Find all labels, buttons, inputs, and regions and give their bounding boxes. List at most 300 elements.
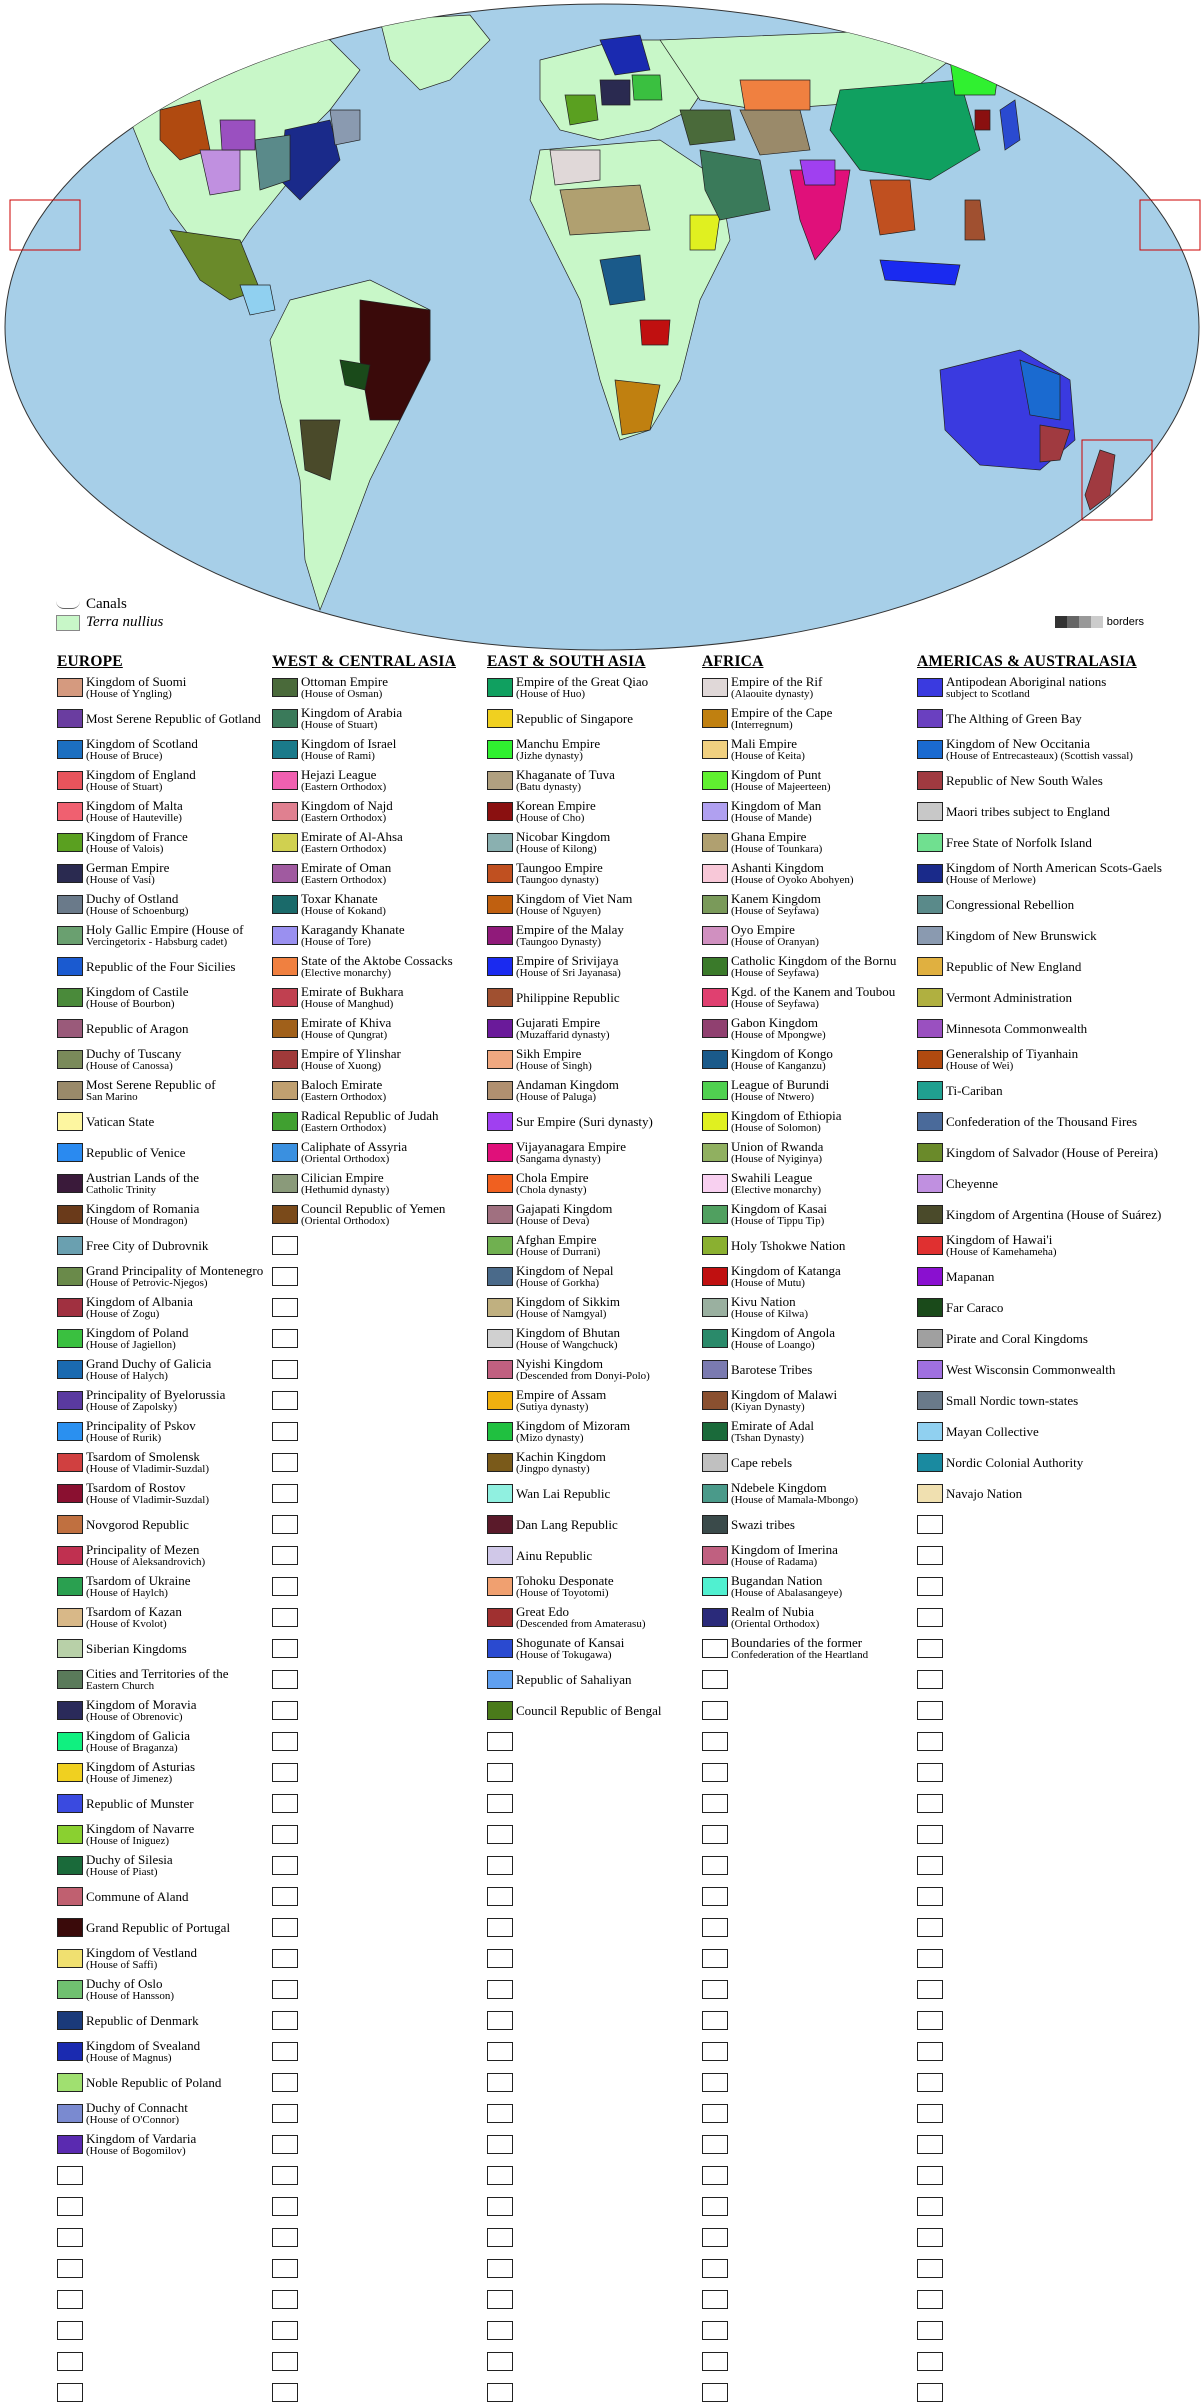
legend-entry-subtitle: (Kiyan Dynasty)	[731, 1400, 805, 1413]
legend-swatch	[702, 1918, 728, 1937]
legend-entry-name: Kingdom of Viet Nam	[516, 890, 633, 906]
legend-empty-slot	[57, 2222, 271, 2253]
legend-swatch	[487, 2135, 513, 2154]
legend-entry-text	[731, 1239, 845, 1253]
legend-entry	[702, 827, 916, 858]
legend-entry-name: Chola Empire	[516, 1169, 589, 1185]
legend-swatch	[702, 2259, 728, 2278]
legend-entry	[57, 2129, 271, 2160]
legend-swatch	[487, 1608, 513, 1627]
legend-swatch	[702, 2104, 728, 2123]
region-sur	[800, 160, 835, 185]
legend-swatch	[702, 1701, 728, 1720]
legend-entry-name: Kingdom of Katanga	[731, 1262, 841, 1278]
legend-swatch	[702, 1484, 728, 1503]
legend-entry-subtitle: (House of Gorkha)	[516, 1276, 600, 1289]
legend-swatch	[57, 2135, 83, 2154]
legend-entry	[57, 1974, 271, 2005]
legend-swatch	[487, 988, 513, 1007]
legend-entry-subtitle: (Eastern Orthodox)	[301, 873, 387, 886]
legend-entry	[702, 1323, 916, 1354]
legend-empty-slot	[917, 1540, 1131, 1571]
legend-swatch	[702, 802, 728, 821]
legend-entry-text	[731, 1295, 808, 1320]
legend-empty-slot	[702, 2253, 916, 2284]
legend-empty-slot	[272, 1695, 486, 1726]
legend-entry	[57, 1912, 271, 1943]
legend-entry-subtitle: (House of Namgyal)	[516, 1307, 607, 1320]
legend-entry	[57, 1416, 271, 1447]
legend-entry-text	[86, 1419, 196, 1444]
legend-empty-slot	[917, 1974, 1131, 2005]
legend-entry	[57, 889, 271, 920]
legend-entry-name: Emirate of Al-Ahsa	[301, 828, 403, 844]
legend-swatch	[917, 988, 943, 1007]
legend-swatch	[57, 2383, 83, 2402]
legend-entry-name: Kingdom of Kasai	[731, 1200, 828, 1216]
legend-swatch	[57, 1856, 83, 1875]
legend-entry-text	[86, 1202, 199, 1227]
legend-entry-text	[946, 1208, 1161, 1222]
legend-entry-text	[516, 1047, 592, 1072]
legend-entry-text	[86, 1171, 199, 1196]
legend-entry-text	[516, 1171, 589, 1196]
legend-swatch	[487, 740, 513, 759]
legend-swatch	[272, 1763, 298, 1782]
legend-entry	[57, 1044, 271, 1075]
legend-swatch	[57, 1887, 83, 1906]
legend-entry-name: Khaganate of Tuva	[516, 766, 615, 782]
legend-entry-text	[301, 985, 404, 1010]
legend-entry-subtitle: (House of Zogu)	[86, 1307, 160, 1320]
legend-entry-text	[731, 1326, 835, 1351]
legend-swatch	[702, 771, 728, 790]
legend-empty-slot	[272, 1974, 486, 2005]
legend-empty-slot	[917, 2098, 1131, 2129]
legend-swatch	[57, 1112, 83, 1131]
legend-entry	[917, 672, 1131, 703]
legend-entry	[917, 1385, 1131, 1416]
legend-entry-subtitle: (House of Magnus)	[86, 2051, 172, 2064]
legend-entry	[487, 858, 701, 889]
legend-swatch	[272, 2011, 298, 2030]
legend-swatch	[272, 709, 298, 728]
legend-entry-text	[731, 1481, 858, 1506]
legend-swatch	[487, 833, 513, 852]
legend-entry-subtitle: (House of Vladimir-Suzdal)	[86, 1462, 209, 1475]
legend-entry-name: Tsardom of Ukraine	[86, 1572, 191, 1588]
legend-entry-name: Duchy of Connacht	[86, 2099, 188, 2115]
legend-entry-name: Republic of Denmark	[86, 2012, 199, 2028]
legend-entry-subtitle: (Eastern Orthodox)	[301, 1121, 387, 1134]
legend-entry-subtitle: (Sutiya dynasty)	[516, 1400, 589, 1413]
legend-entry-subtitle: (Interregnum)	[731, 718, 793, 731]
legend-swatch	[702, 2135, 728, 2154]
legend-empty-slot	[702, 2222, 916, 2253]
legend-entry-name: Republic of New England	[946, 958, 1082, 974]
legend-entry-name: Kingdom of Moravia	[86, 1696, 197, 1712]
legend-empty-slot	[272, 2036, 486, 2067]
legend-entry	[487, 796, 701, 827]
legend-swatch	[272, 1577, 298, 1596]
legend-entry-subtitle: (House of Zapolsky)	[86, 1400, 178, 1413]
legend-swatch	[487, 678, 513, 697]
legend-entry-subtitle: (House of Iniguez)	[86, 1834, 170, 1847]
legend-empty-slot	[702, 1974, 916, 2005]
legend-entry-subtitle: (House of Braganza)	[86, 1741, 178, 1754]
legend-entry	[702, 1106, 916, 1137]
legend-swatch	[57, 833, 83, 852]
legend-entry-text	[516, 737, 600, 762]
world-map-graphic	[0, 0, 1204, 655]
legend-entry-name: Kingdom of Ethiopia	[731, 1107, 842, 1123]
legend-swatch	[487, 1236, 513, 1255]
legend-entry	[487, 1075, 701, 1106]
legend-entry-subtitle: (House of Nguyen)	[516, 904, 601, 917]
legend-swatch	[272, 1856, 298, 1875]
region-katanga	[640, 320, 670, 345]
legend-entry-text	[731, 1140, 823, 1165]
legend-entry	[57, 1664, 271, 1695]
legend-entry-text	[731, 799, 821, 824]
legend-swatch	[57, 926, 83, 945]
legend-entry-name: Great Edo	[516, 1603, 570, 1619]
legend-entry-name: Duchy of Ostland	[86, 890, 179, 906]
legend-entry	[487, 1540, 701, 1571]
legend-swatch	[702, 1577, 728, 1596]
legend-entry-subtitle: (House of Solomon)	[731, 1121, 821, 1134]
legend-swatch	[702, 1453, 728, 1472]
legend-entry-text	[946, 712, 1082, 726]
legend-entry	[272, 796, 486, 827]
legend-empty-slot	[272, 1850, 486, 1881]
legend-entry-name: Oyo Empire	[731, 921, 795, 937]
legend-entry	[272, 951, 486, 982]
legend-entry	[702, 982, 916, 1013]
legend-empty-slot	[272, 1726, 486, 1757]
legend-entry-name: Most Serene Republic of Gotland	[86, 710, 261, 726]
legend-entry-text	[731, 675, 822, 700]
legend-swatch	[57, 1236, 83, 1255]
legend-swatch	[917, 1422, 943, 1441]
legend-entry	[702, 734, 916, 765]
legend-entry-name: The Althing of Green Bay	[946, 710, 1082, 726]
legend-entry-subtitle: (Jingpo dynasty)	[516, 1462, 590, 1475]
legend-swatch	[57, 1732, 83, 1751]
legend-entry	[917, 734, 1131, 765]
legend-swatch	[917, 2383, 943, 2402]
legend-entry-name: Kingdom of Malawi	[731, 1386, 838, 1402]
region-german	[600, 80, 630, 105]
legend-swatch	[272, 2042, 298, 2061]
legend-entry	[917, 1013, 1131, 1044]
legend-empty-slot	[702, 2005, 916, 2036]
legend-entry-text	[946, 1115, 1137, 1129]
legend-swatch	[57, 2011, 83, 2030]
legend-swatch	[272, 1918, 298, 1937]
legend-empty-slot	[702, 2315, 916, 2346]
region-minnesota	[220, 120, 255, 150]
legend-entry-text	[301, 737, 396, 762]
legend-empty-slot	[57, 2191, 271, 2222]
legend-entry-subtitle: (House of Huo)	[516, 687, 586, 700]
legend-entry-subtitle: (House of Durrani)	[516, 1245, 601, 1258]
legend-empty-slot	[272, 1788, 486, 1819]
legend-swatch	[57, 1329, 83, 1348]
legend-entry-text	[301, 923, 405, 948]
legend-swatch	[272, 1050, 298, 1069]
legend-swatch	[702, 2166, 728, 2185]
legend-empty-slot	[487, 2005, 701, 2036]
legend-entry-text	[301, 1140, 407, 1165]
legend-swatch	[57, 709, 83, 728]
legend-entry-subtitle: (Oriental Orthodox)	[301, 1152, 390, 1165]
legend-entry-text	[86, 1326, 189, 1351]
legend-swatch	[702, 1081, 728, 1100]
legend-swatch	[272, 1670, 298, 1689]
legend-entry-subtitle: (House of Haylch)	[86, 1586, 168, 1599]
legend-entry	[57, 1168, 271, 1199]
legend-entry-name: Gujarati Empire	[516, 1014, 601, 1030]
legend-empty-slot	[487, 2284, 701, 2315]
legend-entry-subtitle: (House of Tokugawa)	[516, 1648, 612, 1661]
legend-entry-name: Kingdom of Punt	[731, 766, 822, 782]
legend-entry-name: Ainu Republic	[516, 1547, 593, 1563]
legend-swatch	[917, 1391, 943, 1410]
legend-entry-name: Kingdom of Salvador (House of Pereira)	[946, 1144, 1158, 1160]
legend-empty-slot	[917, 1695, 1131, 1726]
legend-entry-text	[86, 1022, 189, 1036]
legend-entry-name: Kingdom of Israel	[301, 735, 397, 751]
legend-swatch	[272, 2352, 298, 2371]
legend-swatch	[702, 678, 728, 697]
legend-entry	[917, 1137, 1158, 1168]
legend-entry-subtitle: (Oriental Orthodox)	[731, 1617, 820, 1630]
legend-entry-text	[86, 1115, 154, 1129]
legend-entry	[57, 1540, 271, 1571]
legend-entry	[487, 1633, 701, 1664]
legend-entry-subtitle: (Muzaffarid dynasty)	[516, 1028, 610, 1041]
legend-empty-slot	[917, 2129, 1131, 2160]
legend-entry-name: Kingdom of Vestland	[86, 1944, 197, 1960]
legend-entry	[487, 1354, 701, 1385]
legend-entry-text	[301, 861, 391, 886]
legend-entry	[917, 1106, 1138, 1137]
legend-entry-subtitle: (House of Halych)	[86, 1369, 168, 1382]
legend-entry-subtitle: (House of Ntwero)	[731, 1090, 815, 1103]
legend-empty-slot	[917, 2191, 1131, 2222]
legend-entry-name: Union of Rwanda	[731, 1138, 824, 1154]
legend-swatch	[57, 1763, 83, 1782]
legend-entry-text	[86, 1388, 225, 1413]
legend-empty-slot	[272, 2160, 486, 2191]
legend-swatch	[487, 1484, 513, 1503]
legend-entry-name: Emirate of Oman	[301, 859, 392, 875]
legend-entry-text	[516, 1078, 619, 1103]
legend-entry-name: Ndebele Kingdom	[731, 1479, 827, 1495]
legend-entry-text	[516, 1518, 618, 1532]
legend-swatch	[702, 709, 728, 728]
legend-entry	[57, 1509, 271, 1540]
legend-entry-text	[86, 1729, 190, 1754]
legend-entry-subtitle: (House of Schoenburg)	[86, 904, 189, 917]
legend-swatch	[917, 740, 943, 759]
legend-swatch	[917, 1701, 943, 1720]
legend-entry-name: Ottoman Empire	[301, 673, 389, 689]
legend-entry-text	[86, 1698, 196, 1723]
legend-swatch	[917, 2011, 943, 2030]
legend-entry-text	[86, 1890, 189, 1904]
legend-entry-subtitle: (House of Kokand)	[301, 904, 386, 917]
legend-entry-subtitle: (Chola dynasty)	[516, 1183, 587, 1196]
legend-empty-slot	[917, 1850, 1131, 1881]
legend-entry-text	[946, 1487, 1022, 1501]
legend-swatch	[487, 1081, 513, 1100]
legend-entry-name: Empire of Srivijaya	[516, 952, 619, 968]
legend-entry-name: Dan Lang Republic	[516, 1516, 618, 1532]
legend-entry	[57, 1199, 271, 1230]
legend-swatch	[57, 1794, 83, 1813]
legend-empty-slot	[272, 1757, 486, 1788]
legend-empty-slot	[272, 2284, 486, 2315]
legend-entry-name: Kingdom of Svealand	[86, 2037, 201, 2053]
legend-entry-name: Empire of the Malay	[516, 921, 624, 937]
legend-entry-subtitle: (Oriental Orthodox)	[301, 1214, 390, 1227]
legend-column-title: AMERICAS & AUSTRALASIA	[917, 653, 1137, 670]
legend-entry	[487, 920, 701, 951]
legend-entry-subtitle: (House of Toyotomi)	[516, 1586, 609, 1599]
legend-entry-text	[86, 799, 183, 824]
legend-swatch	[57, 1453, 83, 1472]
legend-swatch	[272, 2290, 298, 2309]
legend-empty-slot	[917, 1881, 1131, 1912]
legend-swatch	[57, 2228, 83, 2247]
legend-entry-name: Cape rebels	[731, 1454, 793, 1470]
legend-entry	[57, 858, 271, 889]
legend-entry-name: Kingdom of Man	[731, 797, 822, 813]
legend-swatch	[487, 1329, 513, 1348]
legend-empty-slot	[702, 1819, 916, 1850]
legend-empty-slot	[917, 1819, 1131, 1850]
legend-entry	[272, 827, 486, 858]
legend-entry-name: Republic of Sahaliyan	[516, 1671, 632, 1687]
legend-entry	[57, 1602, 271, 1633]
legend-entry-text	[731, 861, 854, 886]
legend-swatch	[57, 1081, 83, 1100]
legend-entry-text	[301, 1078, 386, 1103]
legend-entry-name: Nordic Colonial Authority	[946, 1454, 1084, 1470]
legend-entry-name: Principality of Mezen	[86, 1541, 200, 1557]
legend-empty-slot	[702, 1943, 916, 1974]
legend-entry-name: Tsardom of Rostov	[86, 1479, 186, 1495]
legend-entry-subtitle: (House of Petrovic-Njegos)	[86, 1276, 208, 1289]
legend-entry	[917, 1075, 1131, 1106]
legend-swatch	[272, 1732, 298, 1751]
legend-entry-text	[516, 923, 624, 948]
legend-entry	[57, 1323, 271, 1354]
legend-swatch	[57, 1639, 83, 1658]
legend-entry-name: Afghan Empire	[516, 1231, 597, 1247]
legend-swatch	[917, 957, 943, 976]
legend-entry	[917, 796, 1131, 827]
legend-entry-name: Mali Empire	[731, 735, 798, 751]
legend-entry-name: Vatican State	[86, 1113, 155, 1129]
legend-empty-slot	[487, 2191, 701, 2222]
legend-column	[487, 652, 701, 2408]
legend-entry-text	[86, 712, 261, 726]
legend-entry-text	[731, 737, 805, 762]
legend-entry	[487, 982, 701, 1013]
legend-swatch	[917, 802, 943, 821]
legend-entry	[57, 1571, 271, 1602]
legend-entry	[917, 920, 1131, 951]
legend-swatch	[702, 1546, 728, 1565]
legend-swatch	[917, 1825, 943, 1844]
legend-empty-slot	[272, 2129, 486, 2160]
legend-entry-subtitle: (Batu dynasty)	[516, 780, 582, 793]
legend-swatch	[57, 1298, 83, 1317]
legend-swatch	[57, 2259, 83, 2278]
legend-entry-text	[86, 923, 243, 948]
legend-swatch	[272, 1825, 298, 1844]
legend-entry-text	[516, 1264, 613, 1289]
legend-column	[272, 652, 486, 2408]
legend-swatch	[702, 895, 728, 914]
legend-entry	[57, 2098, 271, 2129]
legend-entry	[487, 1509, 701, 1540]
legend-entry-subtitle: (House of Vasi)	[86, 873, 155, 886]
legend-entry-text	[731, 830, 822, 855]
legend-entry-subtitle: (House of Mutu)	[731, 1276, 805, 1289]
legend-swatch	[917, 1856, 943, 1875]
legend-swatch	[487, 957, 513, 976]
legend-entry-subtitle: (House of Wei)	[946, 1059, 1014, 1072]
legend-entry	[702, 1354, 916, 1385]
legend-entry-text	[946, 1022, 1087, 1036]
legend-entry-text	[946, 861, 1162, 886]
legend-swatch	[57, 1143, 83, 1162]
legend-entry-name: Republic of Munster	[86, 1795, 194, 1811]
legend-entry	[917, 1199, 1162, 1230]
legend-swatch	[702, 1763, 728, 1782]
legend-empty-slot	[702, 2160, 916, 2191]
legend-entry	[702, 1633, 916, 1664]
legend-swatch	[487, 2073, 513, 2092]
legend-entry-subtitle: (House of Bogomilov)	[86, 2144, 186, 2157]
legend-empty-slot	[272, 2377, 486, 2408]
legend-entry-name: Empire of the Cape	[731, 704, 833, 720]
legend-entry-subtitle: (House of Tippu Tip)	[731, 1214, 825, 1227]
legend-swatch	[917, 1267, 943, 1286]
legend-swatch	[917, 1794, 943, 1813]
legend-swatch	[272, 926, 298, 945]
legend-empty-slot	[272, 2253, 486, 2284]
legend-entry	[57, 1881, 271, 1912]
legend-swatch	[702, 1856, 728, 1875]
legend-entry	[917, 765, 1131, 796]
legend-swatch	[702, 1329, 728, 1348]
legend-swatch	[917, 2197, 943, 2216]
legend-entry-text	[301, 1171, 389, 1196]
legend-entry-name: Kingdom of France	[86, 828, 188, 844]
legend-swatch	[702, 1112, 728, 1131]
legend-empty-slot	[917, 1602, 1131, 1633]
legend-swatch	[272, 1794, 298, 1813]
legend-entry	[57, 1075, 271, 1106]
legend-entry-text	[946, 1047, 1078, 1072]
legend-entry-name: Vijayanagara Empire	[516, 1138, 627, 1154]
legend-entry	[487, 1013, 701, 1044]
